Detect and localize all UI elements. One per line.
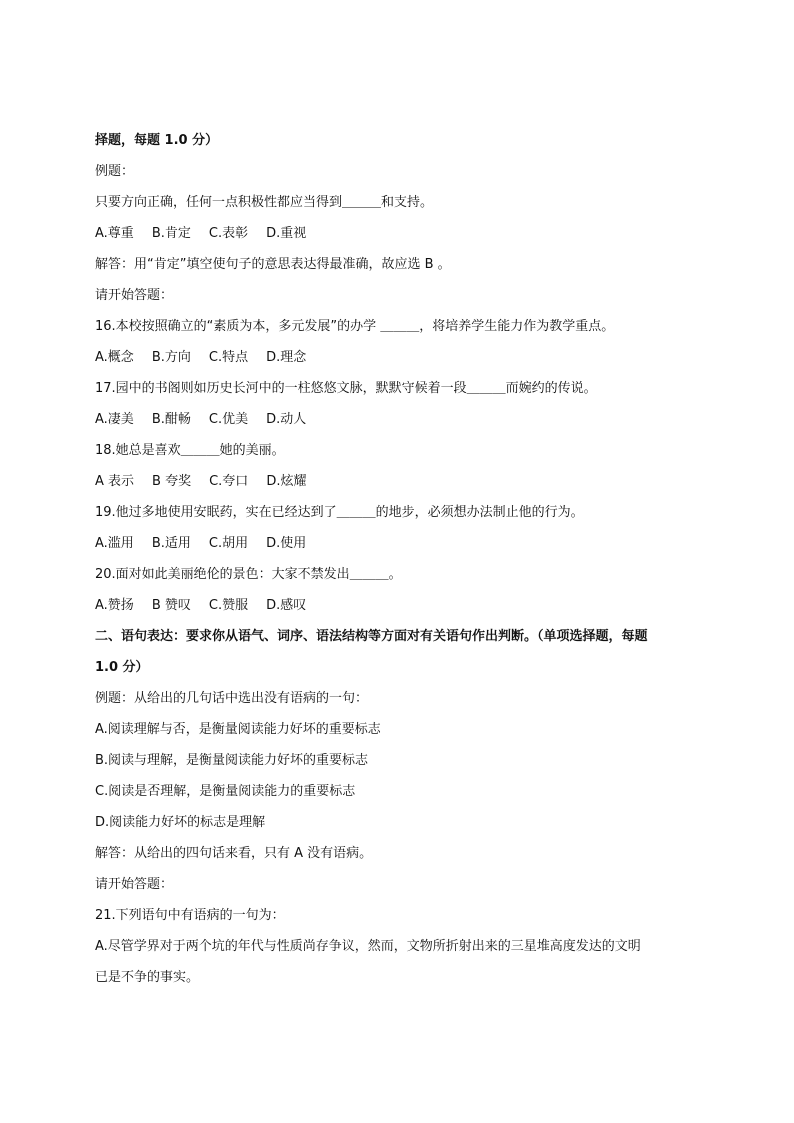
text-line: 解答：用“肯定”填空使句子的意思表达得最准确，故应选 B 。 — [95, 257, 451, 272]
option-text: C.优美 — [208, 412, 249, 427]
option-text: B 赞叹 — [151, 598, 191, 613]
option-text: D.重视 — [266, 226, 307, 241]
option-text: A.滥用 — [95, 536, 134, 551]
answer-options — [95, 590, 715, 621]
option-text: B 夸奖 — [152, 474, 192, 489]
text-line: A.尽管学界对于两个坑的年代与性质尚存争议，然而，文物所折射出来的三星堆高度发达的文明 — [95, 939, 641, 954]
text-line: 16.本校按照确立的“素质为本，多元发展”的办学 ＿＿＿，将培养学生能力作为教学重点。 — [95, 319, 615, 334]
answer-options — [95, 404, 715, 435]
text-line: A.阅读理解与否，是衡量阅读能力好坏的重要标志 — [95, 722, 381, 737]
option-text: D.炫耀 — [266, 474, 307, 489]
option-text: C.赞服 — [208, 598, 249, 613]
option-text: A.尊重 — [95, 226, 134, 241]
text-line: 例题： — [95, 164, 135, 179]
option-text: A.赞扬 — [95, 598, 134, 613]
text-line: 19.他过多地使用安眠药，实在已经达到了＿＿＿的地步，必须想办法制止他的行为。 — [95, 505, 584, 520]
option-text: A.凄美 — [95, 412, 134, 427]
option-text: D.理念 — [266, 350, 307, 365]
option-text: B.肯定 — [151, 226, 191, 241]
text-line: 20.面对如此美丽绝伦的景色：大家不禁发出＿＿＿。 — [95, 567, 402, 582]
text-line: 例题：从给出的几句话中选出没有语病的一句： — [95, 691, 369, 706]
section-heading: 1.0 分） — [95, 660, 149, 675]
option-text: C.胡用 — [208, 536, 249, 551]
text-line: 18.她总是喜欢＿＿＿她的美丽。 — [95, 443, 285, 458]
option-text: A.概念 — [95, 350, 134, 365]
option-text: D.使用 — [266, 536, 307, 551]
option-text: C.特点 — [208, 350, 249, 365]
text-line: 只要方向正确，任何一点积极性都应当得到＿＿＿和支持。 — [95, 195, 434, 210]
answer-options — [95, 342, 715, 373]
text-line: 17.园中的书阁则如历史长河中的一柱悠悠文脉，默默守候着一段＿＿＿而婉约的传说。 — [95, 381, 597, 396]
option-text: D.感叹 — [266, 598, 307, 613]
section-heading: 二、语句表达：要求你从语气、词序、语法结构等方面对有关语句作出判断。（单项选择题，每题 — [95, 629, 648, 644]
option-text: B.适用 — [151, 536, 191, 551]
section-heading: 择题，每题 1.0 分） — [95, 133, 219, 148]
answer-options — [95, 218, 715, 249]
answer-options — [95, 528, 715, 559]
document-page — [95, 125, 715, 993]
option-text: C.夸口 — [209, 474, 249, 489]
option-text: D.动人 — [266, 412, 307, 427]
text-line: C.阅读是否理解，是衡量阅读能力的重要标志 — [95, 784, 356, 799]
option-text: B.方向 — [151, 350, 191, 365]
answer-options — [95, 466, 715, 497]
option-text: A 表示 — [95, 474, 135, 489]
text-line: 已是不争的事实。 — [95, 970, 200, 985]
option-text: B.酣畅 — [151, 412, 191, 427]
text-line: B.阅读与理解，是衡量阅读能力好坏的重要标志 — [95, 753, 369, 768]
text-line: 请开始答题： — [95, 877, 174, 892]
text-line: D.阅读能力好坏的标志是理解 — [95, 815, 266, 830]
text-line: 解答：从给出的四句话来看，只有 A 没有语病。 — [95, 846, 373, 861]
text-line: 请开始答题： — [95, 288, 174, 303]
text-line: 21.下列语句中有语病的一句为： — [95, 908, 285, 923]
option-text: C.表彰 — [208, 226, 249, 241]
